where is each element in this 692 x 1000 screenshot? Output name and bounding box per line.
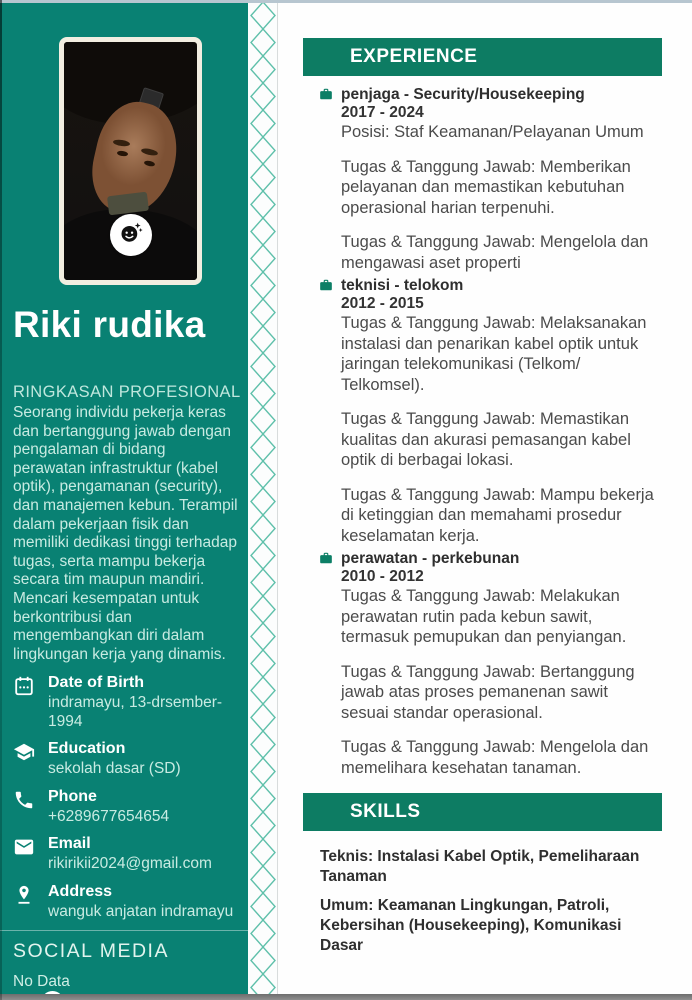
social-media-value: No Data <box>13 973 70 991</box>
job-title: perawatan - perkebunan <box>341 550 520 567</box>
contact-label: Date of Birth <box>48 674 144 692</box>
email-icon <box>13 835 48 874</box>
skill-item: Umum: Keamanan Lingkungan, Patroli, Kebersihan (Housekeeping), Komunikasi Dasar <box>320 897 622 954</box>
job-period: 2010 - 2012 <box>341 568 424 585</box>
contact-item-phone <box>13 788 248 827</box>
job-paragraph: Tugas & Tanggung Jawab: Mampu bekerja di ketinggian dan memahami prosedur keselamatan kerja. <box>341 485 654 545</box>
summary-title: RINGKASAN PROFESIONAL <box>13 383 241 401</box>
contact-label: Email <box>48 835 91 853</box>
smiley-sparkle-icon <box>117 219 144 251</box>
briefcase-icon <box>319 551 333 570</box>
experience-entry <box>341 86 660 273</box>
emoji-sticker-button[interactable] <box>110 214 152 256</box>
contact-label: Phone <box>48 787 97 805</box>
left-edge-shadow <box>0 0 2 1000</box>
experience-header: EXPERIENCE <box>303 38 662 76</box>
summary-text: Seorang individu pekerja keras dan bertanggung jawab dengan pengalaman di bidang perawatan infrastruktur (kabel optik), pengamanan (security), dan manajemen kebun. Terampil dalam pekerjaan fisik dan memiliki dedikasi tinggi terhadap tugas, serta mampu bekerja secara tim maupun mandiri. Mencari kesempatan untuk berkontribusi dan mengembangkan diri dalam lingkungan kerja yang dinamis. <box>13 404 238 663</box>
job-title: teknisi - telokom <box>341 277 464 294</box>
experience-entry <box>341 277 660 546</box>
job-paragraph: Tugas & Tanggung Jawab: Memberikan pelayanan dan memastikan kebutuhan operasional harian terpenuhi. <box>341 157 631 217</box>
education-icon <box>13 740 48 779</box>
briefcase-icon <box>319 87 333 106</box>
experience-entry <box>341 550 660 778</box>
job-paragraph: Tugas & Tanggung Jawab: Melakukan perawatan rutin pada kebun sawit, termasuk pemupukan dan penyiangan. <box>341 587 627 646</box>
skill-item: Teknis: Instalasi Kabel Optik, Pemeliharaan Tanaman <box>320 848 640 885</box>
job-paragraph: Tugas & Tanggung Jawab: Memastikan kualitas dan akurasi pemasangan kabel optik di berbagai lokasi. <box>341 410 631 469</box>
contact-label: Education <box>48 740 126 758</box>
profile-photo-image <box>64 42 197 280</box>
job-paragraph: Tugas & Tanggung Jawab: Mengelola dan mengawasi aset properti <box>341 233 649 272</box>
contact-value: +6289677654654 <box>48 807 170 825</box>
job-paragraph: Posisi: Staf Keamanan/Pelayanan Umum <box>341 123 644 141</box>
skills-header: SKILLS <box>303 793 662 831</box>
job-paragraph: Tugas & Tanggung Jawab: Bertanggung jawab atas proses pemanenan sawit sesuai standar operasional. <box>341 662 635 722</box>
bottom-scrollbar[interactable] <box>0 994 692 1000</box>
contact-list <box>0 674 248 921</box>
contact-item-education <box>13 740 248 779</box>
top-divider-line <box>0 0 692 3</box>
job-period: 2012 - 2015 <box>341 295 424 312</box>
job-period: 2017 - 2024 <box>341 104 424 121</box>
contact-item-email <box>13 835 248 874</box>
experience-entries <box>279 86 692 778</box>
job-paragraph: Tugas & Tanggung Jawab: Melaksanakan instalasi dan penarikan kabel optik untuk jaringan telekomunikasi (Telkom/ Telkomsel). <box>341 314 647 394</box>
contact-item-date-of-birth <box>13 674 248 731</box>
contact-label: Address <box>48 882 113 900</box>
contact-value: sekolah dasar (SD) <box>48 760 181 778</box>
main-content <box>279 2 692 1000</box>
phone-icon <box>13 788 48 827</box>
job-title: penjaga - Security/Housekeeping <box>341 86 585 103</box>
sidebar-divider <box>0 930 248 931</box>
briefcase-icon <box>319 278 333 297</box>
social-media-title: SOCIAL MEDIA <box>13 940 169 963</box>
sidebar <box>0 2 248 1000</box>
candidate-name: Riki rudika <box>13 304 206 345</box>
contact-value: rikirikii2024@gmail.com <box>48 855 212 873</box>
calendar-icon <box>13 674 48 731</box>
skills-list <box>279 847 692 956</box>
contact-item-address <box>13 883 248 922</box>
contact-value: indramayu, 13-drsember-1994 <box>48 694 223 730</box>
location-icon <box>13 883 48 922</box>
job-paragraph: Tugas & Tanggung Jawab: Mengelola dan memelihara kesehatan tanaman. <box>341 738 649 777</box>
diamond-pattern-divider <box>248 2 278 1000</box>
contact-value: wanguk anjatan indramayu <box>48 902 234 920</box>
profile-photo <box>59 37 202 285</box>
